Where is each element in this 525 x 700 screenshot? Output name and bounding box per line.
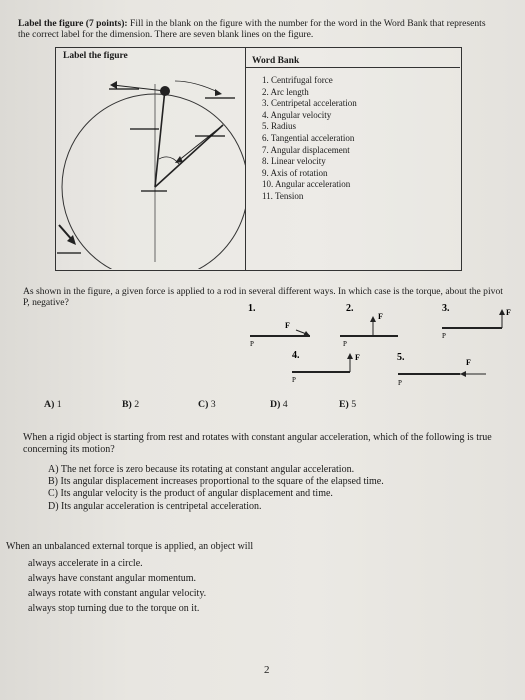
choice-a-letter: A) <box>44 399 55 410</box>
choice-d-text: 4 <box>282 399 288 410</box>
case-2-force-arrowhead <box>370 316 376 322</box>
instructions-text: Fill in the blank on the figure with the number for the word in the Word Bank that represents the correct label for the dimension. There are seven blank lines on the figure. <box>18 18 486 40</box>
page-number: 2 <box>264 664 270 676</box>
angle-arc <box>159 157 179 164</box>
word-bank-divider <box>246 67 460 68</box>
radius-line <box>155 89 165 187</box>
radius-line-2 <box>155 125 223 187</box>
velocity-arrow <box>113 85 165 91</box>
word-bank-item: 4. Angular velocity <box>262 109 332 120</box>
case-1-number: 1. <box>248 303 256 314</box>
case-5-force-label: F <box>466 358 471 367</box>
word-bank-item: 8. Linear velocity <box>262 156 326 167</box>
choice-d-letter: D) <box>270 399 281 410</box>
rotation-circle <box>62 94 245 269</box>
case-3-force-label: F <box>506 308 511 317</box>
centripetal-arrow <box>178 125 223 161</box>
arc-arrowhead <box>215 89 222 96</box>
word-bank-item: 11. Tension <box>262 190 304 201</box>
instructions-lead: Label the figure (7 points): <box>18 18 128 29</box>
word-bank-title: Word Bank <box>252 56 300 66</box>
choice-b-text: 2 <box>134 399 140 410</box>
word-bank-item: 1. Centrifugal force <box>262 75 333 85</box>
question-2-stem: When a rigid object is starting from rest and rotates with constant angular acceleration, which of the following is true concerning its motion? <box>23 432 492 455</box>
case-5-number: 5. <box>397 352 405 363</box>
word-bank-list <box>262 75 357 203</box>
question-1-stem: As shown in the figure, a given force is applied to a rod in several different ways. In which case is the torque, about the pivot P, negative? <box>23 286 503 308</box>
choice-e-letter: E) <box>339 399 349 410</box>
case-3-force-arrowhead <box>499 309 505 315</box>
centripetal-arrowhead <box>175 156 183 163</box>
choice-e <box>339 399 356 410</box>
case-5-force-arrowhead <box>460 371 466 377</box>
choice-b-letter: B) <box>122 399 132 410</box>
case-4-force-label: F <box>355 353 360 362</box>
torque-diagrams <box>230 298 520 390</box>
velocity-arrowhead <box>110 81 117 89</box>
figure-heading: Label the figure <box>63 51 128 61</box>
case-2-number: 2. <box>346 303 354 314</box>
q3-option: always rotate with constant angular velocity. <box>28 588 207 599</box>
case-5-pivot-label: P <box>398 379 402 387</box>
case-4-number: 4. <box>292 350 300 361</box>
word-bank-item: 5. Radius <box>262 121 297 132</box>
q2-option: C) Its angular velocity is the product of angular displacement and time. <box>48 488 333 500</box>
word-bank-item: 7. Angular displacement <box>262 144 350 155</box>
q2-option: A) The net force is zero because its rotating at constant angular acceleration. <box>48 464 355 475</box>
word-bank-item: 3. Centripetal acceleration <box>262 98 357 109</box>
word-bank-item: 10. Angular acceleration <box>262 179 351 190</box>
case-3-number: 3. <box>442 303 450 314</box>
word-bank-item: 2. Arc length <box>262 86 309 97</box>
question-2-options <box>48 464 384 513</box>
choice-c-letter: C) <box>198 399 209 410</box>
choice-d <box>270 399 288 410</box>
q2-option: D) Its angular acceleration is centripetal acceleration. <box>48 500 262 512</box>
word-bank-item: 9. Axis of rotation <box>262 167 328 178</box>
q3-option: always stop turning due to the torque on it. <box>28 603 200 614</box>
case-4-pivot-label: P <box>292 376 296 384</box>
instructions <box>18 18 488 40</box>
rotation-figure <box>55 67 245 269</box>
choice-e-text: 5 <box>351 399 357 410</box>
q3-option: always accelerate in a circle. <box>28 558 143 569</box>
q3-option: always have constant angular momentum. <box>28 573 197 584</box>
arc-arrow <box>175 81 220 93</box>
question-3-options <box>28 556 206 616</box>
figure-divider <box>245 47 246 270</box>
case-1-pivot-label: P <box>250 340 254 348</box>
question-3-stem: When an unbalanced external torque is applied, an object will <box>6 541 254 552</box>
choice-c <box>198 399 216 410</box>
choice-a-text: 1 <box>56 399 62 410</box>
case-4-force-arrowhead <box>347 353 353 359</box>
q2-option: B) Its angular displacement increases proportional to the square of the elapsed time. <box>48 476 384 488</box>
word-bank-item: 6. Tangential acceleration <box>262 132 355 143</box>
choice-b <box>122 399 139 410</box>
choice-a <box>44 399 62 410</box>
case-1-force-label: F <box>285 321 290 330</box>
case-2-pivot-label: P <box>343 340 347 348</box>
choice-c-text: 3 <box>210 399 216 410</box>
case-2-force-label: F <box>378 312 383 321</box>
case-3-pivot-label: P <box>442 332 446 340</box>
